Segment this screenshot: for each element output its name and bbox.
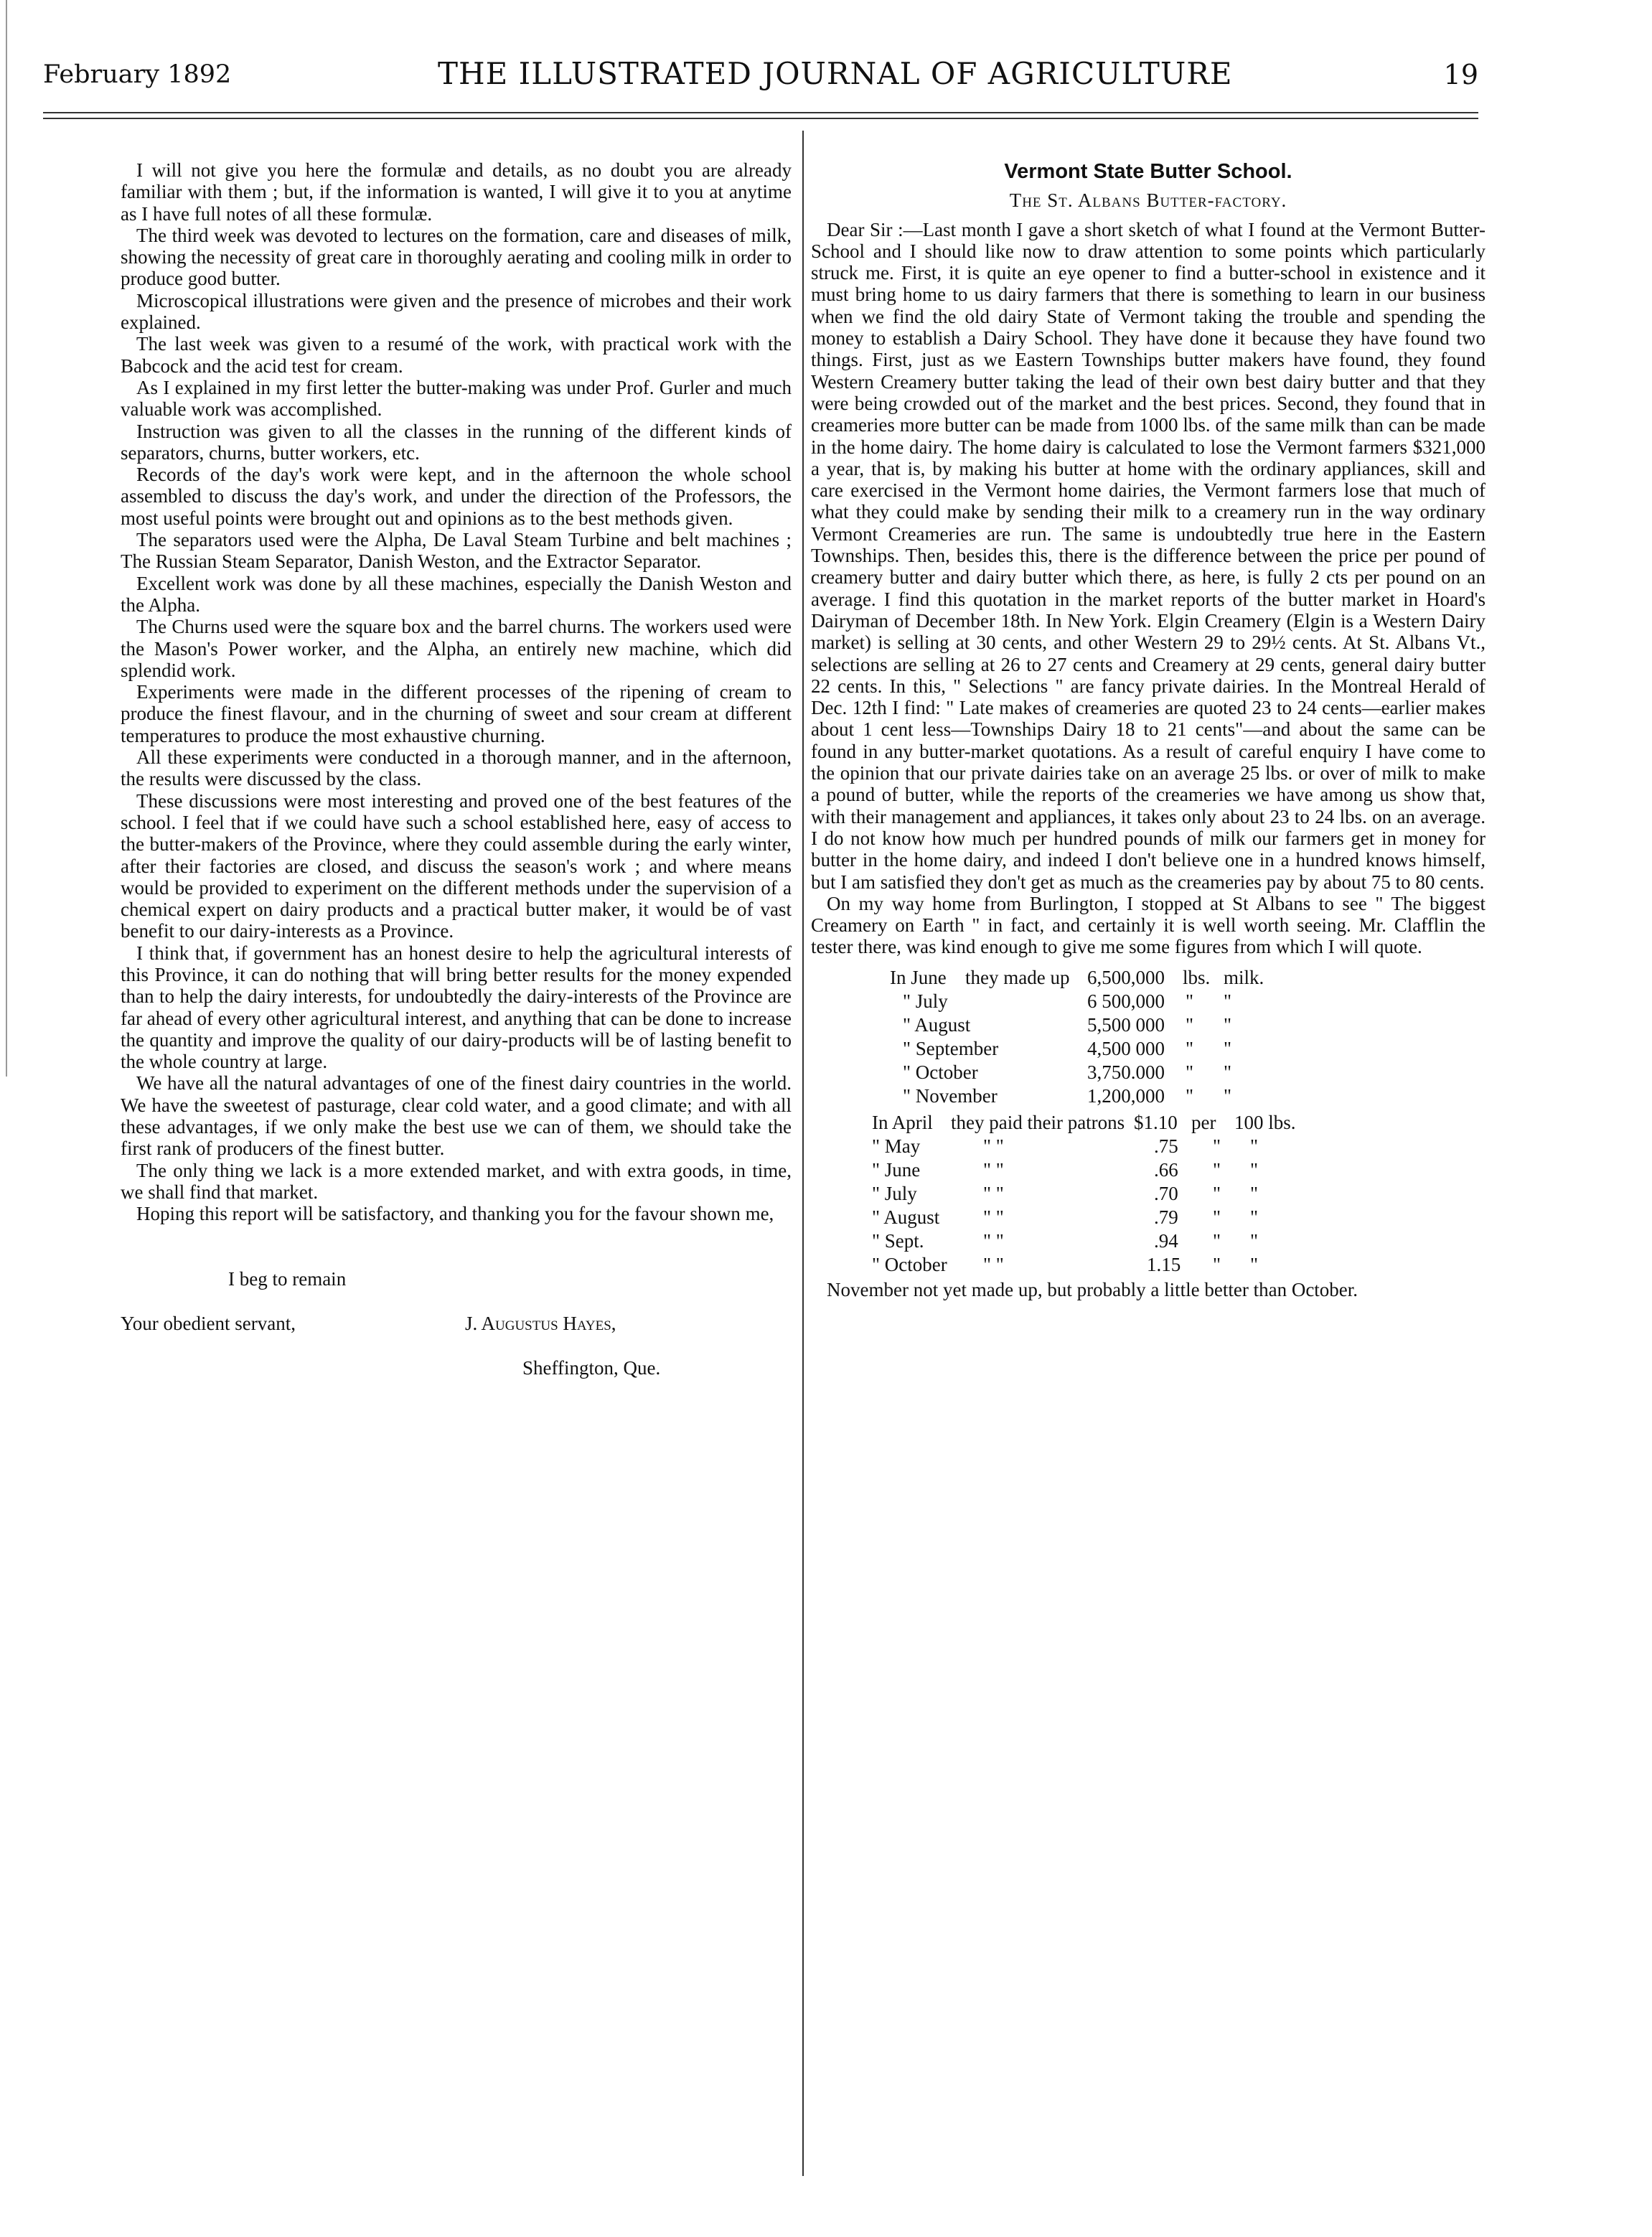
table-row [811, 1085, 1486, 1109]
table-row [811, 1061, 1486, 1085]
row-value: 4,500 000 [1087, 1037, 1165, 1059]
row-label: " October [872, 1253, 947, 1275]
closing-servant: Your obedient servant, [121, 1312, 296, 1334]
milk-table [811, 967, 1486, 1109]
row-unit: lbs. [1183, 966, 1211, 988]
table-row [811, 1014, 1486, 1038]
row-unit: " [1213, 1229, 1221, 1252]
table-row [811, 1112, 1486, 1135]
right-column [811, 159, 1486, 1300]
paragraph: Instruction was given to all the classes in the running of the different kinds of separators, churns, butter workers, etc. [121, 420, 792, 464]
paragraph: Dear Sir :—Last month I gave a short sketch of what I found at the Vermont Butter-School and I should like now to draw attention to some points which particularly struck me. First, it is quite an eye opener to find a butter-school in existence and it must bring home to us dairy farmers that there is something to learn in our business when we find the old dairy State of Vermont taking the trouble and spending the money to establish a Dairy School. They have done it because they have found two things. First, just as we Eastern Townships butter makers have found, they found Western Creamery butter taking the lead of their own best dairy butter and that they were being crowded out of the market and the best prices. Second, they found that in creameries more butter can be made from 1000 lbs. of the same milk than can be made in the home dairy. The home dairy is calculated to lose the Vermont farmers $321,000 a year, that is, by making his butter at home with the ordinary appliances, skill and care exercised in the Vermont home dairies, the Vermont farmers lose that much of what they could make by sending their milk to a creamery run in the way ordinary Vermont Creameries are run. The same is undoubtedly true here in the Eastern Townships. Then, besides this, there is the difference between the price per pound of creamery butter and dairy butter which there, as here, is fully 2 cts per pound on an average. I find this quotation in the market reports of the butter market in Hoard's Dairyman of December 18th. In New York. Elgin Creamery (Elgin is a Western Dairy market) is selling at 30 cents, and other Western 29 to 29½ cents. At St. Albans Vt., selections are selling at 26 to 27 cents and Creamery at 29 cents, general dairy butter 22 cents. In this, " Selections " are fancy private dairies. In the Montreal Herald of Dec. 12th I find: " Late makes of creameries are quoted 23 to 24 cents—earlier makes about 1 cent less—Townships Dairy 18 to 21 cents"—and about the same can be found in any butter-market quotations. As a result of careful enquiry I have come to the opinion that our private dairies take on an average 25 lbs. or over of milk to make a pound of butter, while the reports of the creameries we have among us show that, with their management and appliances, it takes only about 23 to 24 lbs. on an average. I do not know how much per hundred pounds of milk our farmers get in money for butter in the home dairy, and indeed I don't believe one in a hundred knows himself, but I am satisfied they don't get as much as the creameries pay by about 75 to 80 cents. [811, 218, 1486, 893]
row-unit: " [1213, 1253, 1221, 1275]
table-row [811, 1254, 1486, 1277]
paragraph: All these experiments were conducted in a thorough manner, and in the afternoon, the results were discussed by the class. [121, 746, 792, 790]
running-header [43, 56, 1478, 103]
paragraph: On my way home from Burlington, I stopped at St Albans to see " The biggest Creamery on Earth " in fact, and certainly it is well worth seeing. Mr. Clafflin the tester there, was kind enough to give me some figures from which I will quote. [811, 892, 1486, 958]
page-number: 19 [1443, 59, 1478, 90]
row-mid: " " [983, 1182, 1004, 1204]
paragraph: Experiments were made in the different processes of the ripening of cream to produce the finest flavour, and in the churning of sweet and sour cream at different temperatures to produce the most exhaustive churning. [121, 681, 792, 746]
table-row [811, 1135, 1486, 1159]
row-label: " June [872, 1158, 921, 1181]
final-note: November not yet made up, but probably a little better than October. [827, 1278, 1358, 1300]
row-label: " July [903, 990, 948, 1012]
row-value: $1.10 [1134, 1111, 1178, 1133]
row-suffix: " [1250, 1229, 1259, 1252]
paragraph: These discussions were most interesting and proved one of the best features of the school. I feel that if we could have such a school established here, easy of access to the butter-makers of the Province, where they could assemble during the early winter, after their factories are closed, and discuss the season's work ; and where means would be provided to experiment on the different methods under the supervision of a chemical expert on dairy products and a practical butter maker, it would be of vast benefit to our dairy-interests as a Province. [121, 789, 792, 942]
row-suffix: " [1224, 990, 1232, 1012]
table-row [811, 1206, 1486, 1230]
row-unit: " [1213, 1158, 1221, 1181]
paragraph: Hoping this report will be satisfactory, and thanking you for the favour shown me, [136, 1203, 774, 1225]
row-suffix: " [1224, 1037, 1232, 1059]
row-label: " July [872, 1182, 917, 1204]
signature-place: Sheffington, Que. [522, 1356, 661, 1379]
row-label: " September [903, 1037, 999, 1059]
article-subtitle: The St. Albans Butter-factory. [1009, 189, 1287, 212]
table-row [811, 967, 1486, 990]
table-row [811, 990, 1486, 1014]
paragraph: Excellent work was done by all these machines, especially the Danish Weston and the Alpha. [121, 572, 792, 616]
row-unit: " [1186, 1037, 1194, 1059]
left-column [121, 159, 792, 1397]
table-row [811, 1159, 1486, 1183]
row-unit: " [1213, 1135, 1221, 1157]
paragraph: The last week was given to a resumé of the work, with practical work with the Babcock and the acid test for cream. [121, 333, 792, 377]
row-mid: they made up [965, 966, 1070, 988]
row-value: 5,500 000 [1087, 1013, 1165, 1036]
table-row [811, 1230, 1486, 1254]
row-value: 1.15 [1147, 1253, 1181, 1275]
letter-closing [121, 1268, 792, 1397]
paragraph: The only thing we lack is a more extended market, and with extra goods, in time, we shall find that market. [121, 1159, 792, 1203]
paragraph: The Churns used were the square box and the barrel churns. The workers used were the Mason's Power worker, and the Alpha, an entirely new machine, which did splendid work. [121, 616, 792, 681]
row-unit: " [1186, 1084, 1194, 1107]
row-label: " August [872, 1206, 940, 1228]
paragraph: As I explained in my first letter the butter-making was under Prof. Gurler and much valuable work was accomplished. [121, 376, 792, 421]
row-value: 3,750.000 [1087, 1061, 1165, 1083]
column-divider [802, 131, 804, 2176]
row-label: " August [903, 1013, 971, 1036]
row-mid: they paid their patrons [951, 1111, 1125, 1133]
journal-title: THE ILLUSTRATED JOURNAL OF AGRICULTURE [438, 56, 1233, 91]
paragraph: I think that, if government has an honest desire to help the agricultural interests of this Province, it can do nothing that will bring better results for the money expended than to help the dairy interests, for undoubtedly the dairy-interests of the Province are far ahead of every other agricultural interest, and anything that can be done to increase the quantity and improve the quality of our dairy-products will be of lasting benefit to the whole country at large. [121, 942, 792, 1073]
table-row [811, 1038, 1486, 1061]
row-label: " Sept. [872, 1229, 924, 1252]
row-suffix: " [1224, 1061, 1232, 1083]
row-suffix: " [1250, 1158, 1259, 1181]
page-edge-line [6, 0, 7, 1077]
row-label: " October [903, 1061, 978, 1083]
paragraph: Records of the day's work were kept, and in the afternoon the whole school assembled to discuss the day's work, and under the direction of the Professors, the most useful points were brought out and opinions as to the best methods given. [121, 464, 792, 529]
row-suffix: " [1250, 1206, 1259, 1228]
row-mid: " " [983, 1158, 1004, 1181]
paragraph: The separators used were the Alpha, De Laval Steam Turbine and belt machines ; The Russian Steam Separator, Danish Weston, and the Extractor Separator. [121, 529, 792, 573]
row-suffix: " [1224, 1013, 1232, 1036]
row-label: In June [890, 966, 947, 988]
row-value: 6,500,000 [1087, 966, 1165, 988]
row-unit: " [1186, 1061, 1194, 1083]
row-value: .79 [1154, 1206, 1178, 1228]
row-value: .66 [1154, 1158, 1178, 1181]
row-unit: " [1213, 1206, 1221, 1228]
row-suffix: " [1250, 1135, 1259, 1157]
row-value: 6 500,000 [1087, 990, 1165, 1012]
row-unit: per [1191, 1111, 1216, 1133]
issue-date: February 1892 [43, 60, 232, 89]
row-unit: " [1213, 1182, 1221, 1204]
row-mid: " " [983, 1206, 1004, 1228]
row-value: .70 [1154, 1182, 1178, 1204]
row-mid: " " [983, 1135, 1004, 1157]
row-label: " May [872, 1135, 921, 1157]
paragraph: I will not give you here the formulæ and details, as no doubt you are already familiar with them ; but, if the information is wanted, I will give it to you at anytime as I have full notes of all these formulæ. [121, 159, 792, 225]
header-rule [43, 112, 1478, 119]
row-mid: " " [983, 1229, 1004, 1252]
row-suffix: " [1250, 1182, 1259, 1204]
paragraph: Microscopical illustrations were given and the presence of microbes and their work explained. [121, 289, 792, 334]
paragraph: We have all the natural advantages of one of the finest dairy countries in the world. We have the sweetest of pasturage, clear cold water, and a good climate; and with all these advantages, if we only make the best use we can of them, we should take the first rank of producers of the finest butter. [121, 1072, 792, 1160]
row-suffix: 100 lbs. [1234, 1111, 1296, 1133]
paragraph: The third week was devoted to lectures on the formation, care and diseases of milk, showing the necessity of great care in thoroughly aerating and cooling milk in order to produce good butter. [121, 224, 792, 290]
closing-remain: I beg to remain [228, 1267, 347, 1290]
row-value: 1,200,000 [1087, 1084, 1165, 1107]
row-suffix: " [1224, 1084, 1232, 1107]
row-label: " November [903, 1084, 998, 1107]
row-unit: " [1186, 990, 1194, 1012]
signature: J. Augustus Hayes, [465, 1312, 616, 1334]
row-value: .94 [1154, 1229, 1178, 1252]
price-table [811, 1112, 1486, 1277]
row-value: .75 [1154, 1135, 1178, 1157]
article-title: Vermont State Butter School. [1004, 160, 1292, 183]
row-suffix: milk. [1224, 966, 1264, 988]
row-label: In April [872, 1111, 933, 1133]
row-mid: " " [983, 1253, 1004, 1275]
row-unit: " [1186, 1013, 1194, 1036]
table-row [811, 1183, 1486, 1206]
row-suffix: " [1250, 1253, 1259, 1275]
